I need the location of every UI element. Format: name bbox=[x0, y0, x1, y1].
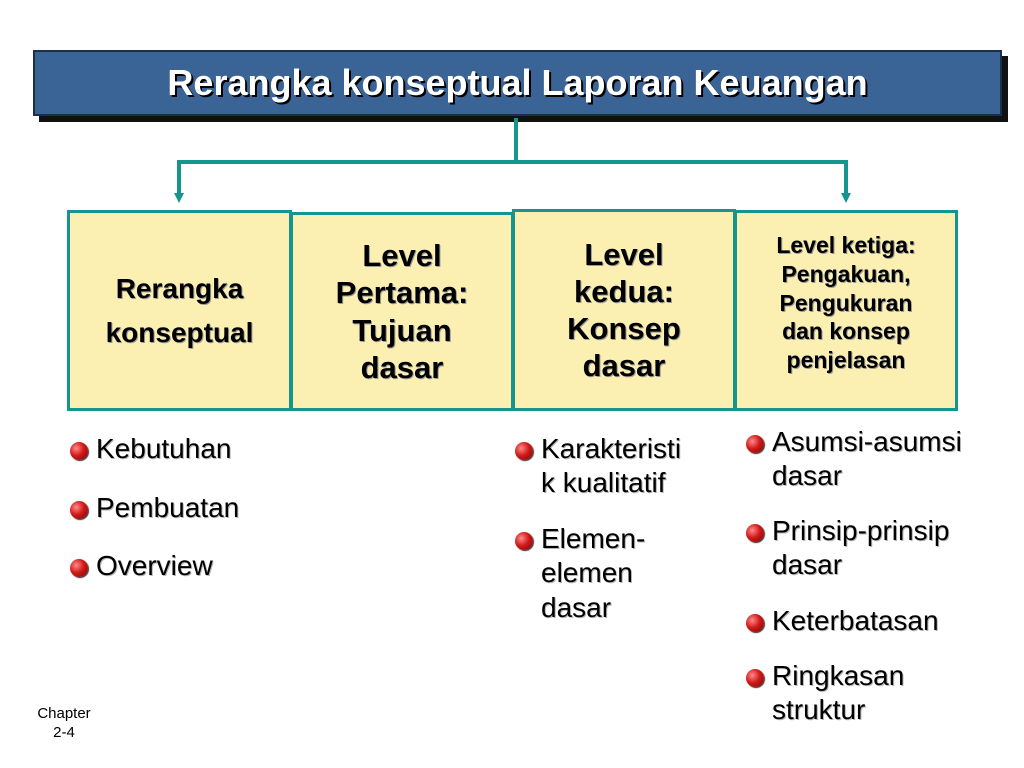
bullet-list-col1 bbox=[70, 432, 239, 608]
list-item-text: Keterbatasan bbox=[772, 604, 939, 636]
list-item-text: Prinsip-prinsip dasar bbox=[772, 515, 950, 581]
chapter-footer: Chapter 2-4 bbox=[37, 705, 91, 741]
list-item bbox=[746, 659, 962, 727]
bullet-dot-icon bbox=[746, 614, 764, 632]
bullet-dot-icon bbox=[746, 669, 764, 687]
box-level-kedua bbox=[512, 209, 736, 411]
box-level-pertama bbox=[290, 212, 514, 411]
bullet-dot-icon bbox=[515, 442, 533, 460]
box-level-ketiga bbox=[734, 210, 958, 411]
list-item bbox=[515, 432, 681, 500]
box-3-label: Level kedua: Konsep dasar bbox=[567, 236, 681, 384]
list-item bbox=[70, 432, 239, 466]
bullet-list-col4 bbox=[746, 425, 962, 748]
box-2-label: Level Pertama: Tujuan dasar bbox=[335, 238, 469, 385]
list-item bbox=[515, 522, 681, 624]
bullet-dot-icon bbox=[746, 524, 764, 542]
list-item bbox=[70, 491, 239, 525]
list-item bbox=[70, 549, 239, 583]
bullet-dot-icon bbox=[70, 501, 88, 519]
list-item-text: Overview bbox=[96, 550, 213, 582]
list-item bbox=[746, 514, 962, 582]
list-item-text: Asumsi-asumsi dasar bbox=[772, 426, 962, 492]
list-item-text: Elemen- elemen dasar bbox=[541, 523, 646, 623]
list-item-text: Ringkasan struktur bbox=[772, 659, 905, 725]
bullet-dot-icon bbox=[70, 559, 88, 577]
bullet-dot-icon bbox=[515, 532, 533, 550]
list-item bbox=[746, 425, 962, 493]
box-rerangka-konseptual bbox=[67, 210, 292, 411]
bullet-dot-icon bbox=[746, 435, 764, 453]
list-item bbox=[746, 604, 962, 638]
list-item-text: Pembuatan bbox=[96, 491, 240, 523]
diagram-title: Rerangka konseptual Laporan Keuangan bbox=[167, 62, 868, 103]
box-4-label: Level ketiga: Pengakuan, Pengukuran dan konsep penjelasan bbox=[776, 232, 916, 373]
list-item-text: Kebutuhan bbox=[96, 433, 232, 464]
bullet-dot-icon bbox=[70, 442, 88, 460]
list-item-text: Karakteristi k kualitatif bbox=[541, 433, 682, 499]
bullet-list-col3 bbox=[515, 432, 681, 647]
box-1-label: Rerangka konseptual bbox=[105, 273, 254, 348]
